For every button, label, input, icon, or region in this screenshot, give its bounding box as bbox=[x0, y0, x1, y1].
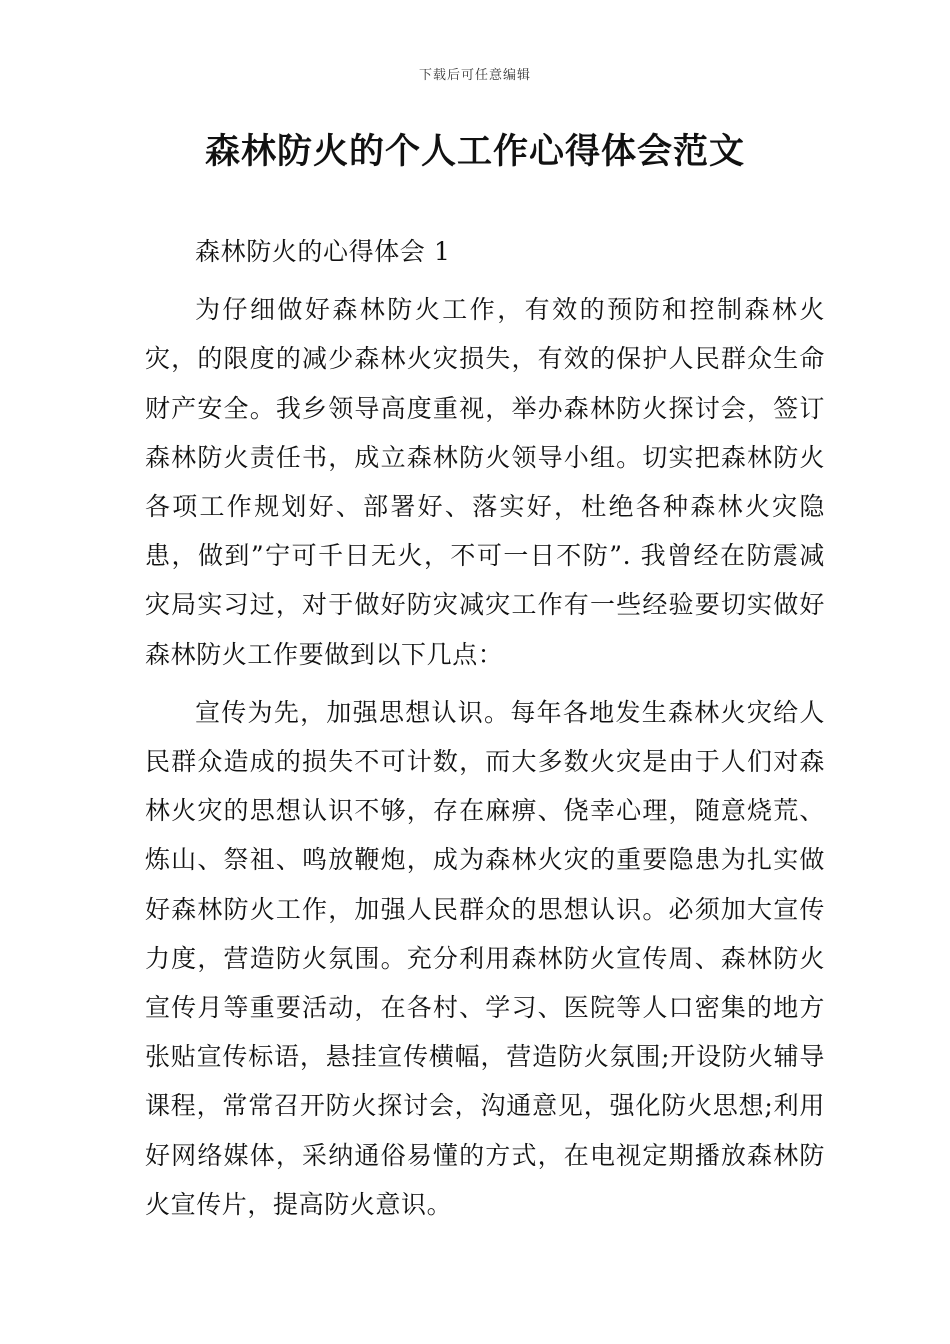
document-body bbox=[145, 227, 825, 1229]
body-paragraph-1: 为仔细做好森林防火工作，有效的预防和控制森林火灾，的限度的减少森林火灾损失，有效的保护人民群众生命财产安全。我乡领导高度重视，举办森林防火探讨会，签订森林防火责任书，成立森林防火领导小组。切实把森林防火各项工作规划好、部署好、落实好，杜绝各种森林火灾隐患，做到”宁可千日无火，不可一日不防”. 我曾经在防震减灾局实习过，对于做好防灾减灾工作有一些经验要切实做好森林防火工作要做到以下几点： bbox=[145, 295, 825, 669]
header-note: 下载后可任意编辑 bbox=[418, 68, 531, 83]
body-paragraph-2: 宣传为先，加强思想认识。每年各地发生森林火灾给人民群众造成的损失不可计数，而大多数火灾是由于人们对森林火灾的思想认识不够，存在麻痹、侥幸心理，随意烧荒、炼山、祭祖、鸣放鞭炮，成为森林火灾的重要隐患为扎实做好森林防火工作，加强人民群众的思想认识。必须加大宣传力度，营造防火氛围。充分利用森林防火宣传周、森林防火宣传月等重要活动，在各村、学习、医院等人口密集的地方张贴宣传标语，悬挂宣传横幅，营造防火氛围;开设防火辅导课程，常常召开防火探讨会，沟通意见，强化防火思想;利用好网络媒体，采纳通俗易懂的方式，在电视定期播放森林防火宣传片，提高防火意识。 bbox=[145, 697, 825, 1219]
document-title: 森林防火的个人工作心得体会范文 bbox=[204, 132, 745, 172]
section-heading: 森林防火的心得体会 1 bbox=[195, 237, 451, 266]
